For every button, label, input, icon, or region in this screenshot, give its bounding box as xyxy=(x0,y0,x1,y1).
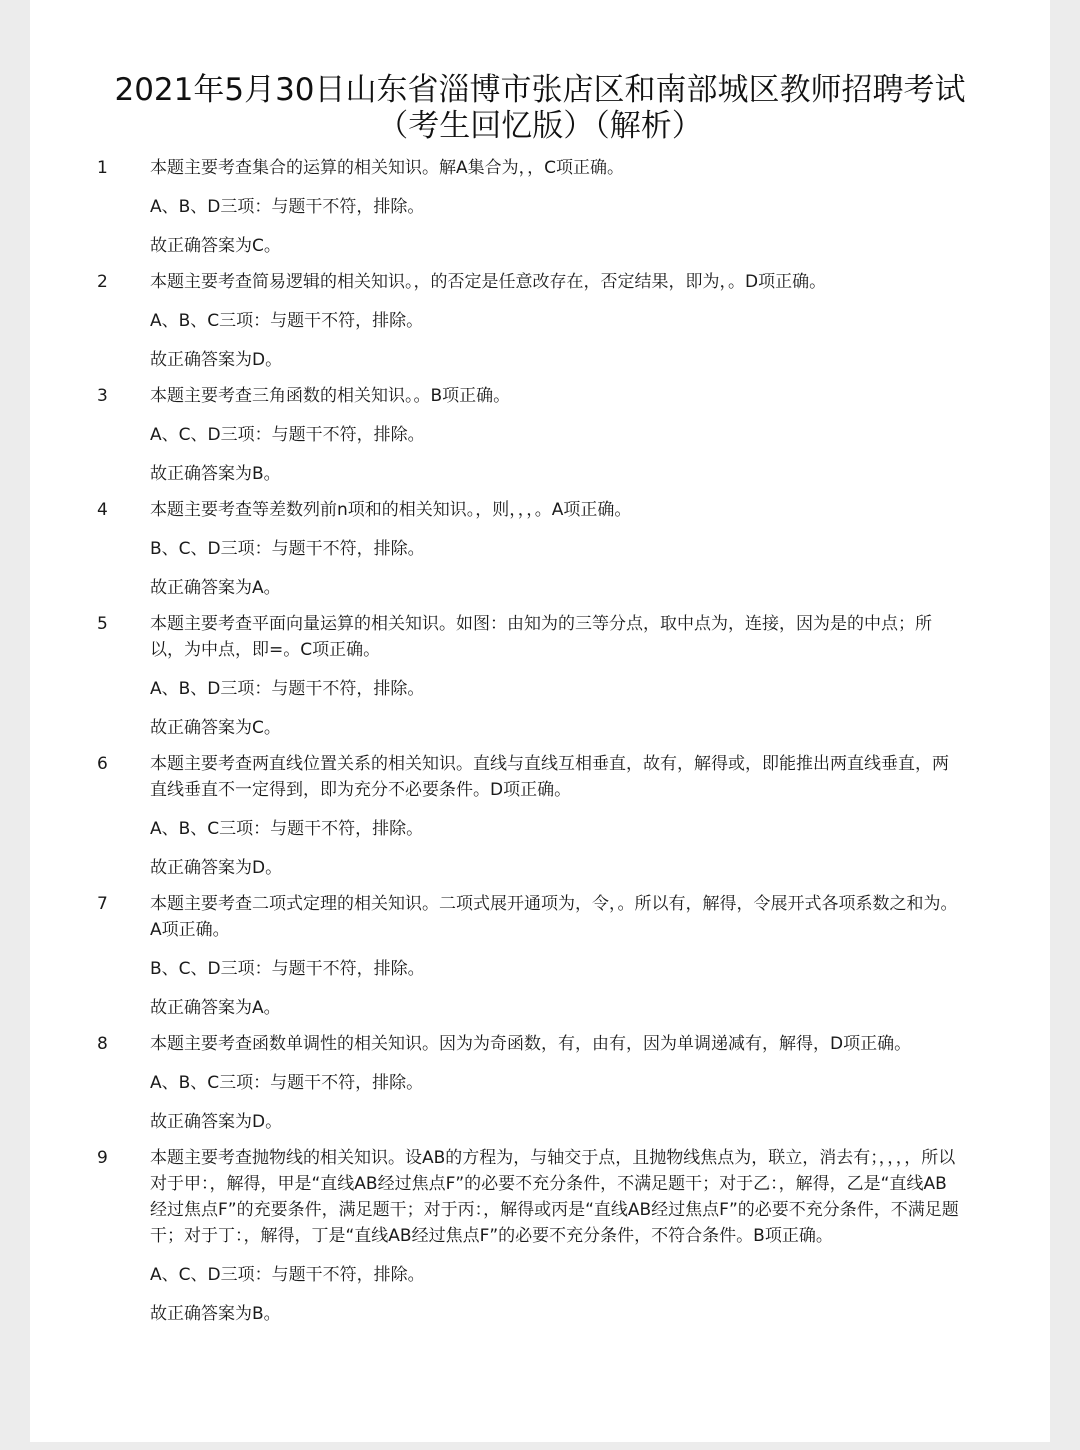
answer-text: 故正确答案为D。 xyxy=(150,1112,283,1132)
question-item-1 xyxy=(30,155,1050,259)
analysis-text: 本题主要考查等差数列前n项和的相关知识。，则，，，。A项正确。 xyxy=(150,500,632,520)
answer-text: 故正确答案为C。 xyxy=(150,236,281,256)
question-number: 8 xyxy=(97,1034,108,1054)
exclusion-text: A、C、D三项：与题干不符，排除。 xyxy=(150,1265,425,1285)
answer-text: 故正确答案为D。 xyxy=(150,350,283,370)
question-item-7 xyxy=(30,891,1050,1021)
exclusion-text: B、C、D三项：与题干不符，排除。 xyxy=(150,959,425,979)
question-item-9 xyxy=(30,1145,1050,1327)
question-item-6 xyxy=(30,751,1050,881)
question-item-5 xyxy=(30,611,1050,741)
analysis-text: 本题主要考查抛物线的相关知识。设AB的方程为，与轴交于点，且抛物线焦点为，联立，消去有；，，，，所以对于甲：，解得，甲是“直线AB经过焦点F”的必要不充分条件，不满足题干；对于乙：，解得，乙是“直线AB经过焦点F”的充要条件，满足题干；对于丙：，解得或丙是“直线AB经过焦点F”的必要不充分条件，不满足题干；对于丁：，解得，丁是“直线AB经过焦点F”的必要不充分条件，不符合条件。B项正确。 xyxy=(150,1148,959,1246)
question-item-4 xyxy=(30,497,1050,601)
answer-text: 故正确答案为D。 xyxy=(150,858,283,878)
answer-text: 故正确答案为C。 xyxy=(150,718,281,738)
analysis-text: 本题主要考查二项式定理的相关知识。二项式展开通项为，令，。所以有，解得，令展开式各项系数之和为。A项正确。 xyxy=(150,894,958,940)
exclusion-text: B、C、D三项：与题干不符，排除。 xyxy=(150,539,425,559)
exclusion-text: A、B、D三项：与题干不符，排除。 xyxy=(150,197,425,217)
analysis-text: 本题主要考查函数单调性的相关知识。因为为奇函数，有，由有，因为单调递减有，解得，D项正确。 xyxy=(150,1034,912,1054)
question-item-2 xyxy=(30,269,1050,373)
question-item-3 xyxy=(30,383,1050,487)
question-number: 1 xyxy=(97,158,108,178)
exclusion-text: A、B、C三项：与题干不符，排除。 xyxy=(150,311,424,331)
exclusion-text: A、B、C三项：与题干不符，排除。 xyxy=(150,1073,424,1093)
question-number: 2 xyxy=(97,272,108,292)
analysis-text: 本题主要考查三角函数的相关知识。。B项正确。 xyxy=(150,386,511,406)
question-item-8 xyxy=(30,1031,1050,1135)
analysis-text: 本题主要考查两直线位置关系的相关知识。直线与直线互相垂直，故有，解得或，即能推出两直线垂直，两直线垂直不一定得到，即为充分不必要条件。D项正确。 xyxy=(150,754,949,800)
question-number: 4 xyxy=(97,500,108,520)
exclusion-text: A、B、C三项：与题干不符，排除。 xyxy=(150,819,424,839)
question-number: 5 xyxy=(97,614,108,634)
answer-text: 故正确答案为A。 xyxy=(150,578,281,598)
title-line-2: （考生回忆版）（解析） xyxy=(377,108,703,144)
document-page xyxy=(30,0,1050,1442)
analysis-text: 本题主要考查平面向量运算的相关知识。如图：由知为的三等分点，取中点为，连接，因为是的中点；所以，为中点，即=。C项正确。 xyxy=(150,614,932,660)
exclusion-text: A、C、D三项：与题干不符，排除。 xyxy=(150,425,425,445)
analysis-text: 本题主要考查集合的运算的相关知识。解A集合为，，C项正确。 xyxy=(150,158,624,178)
page-title xyxy=(30,72,1050,144)
question-number: 6 xyxy=(97,754,108,774)
question-number: 9 xyxy=(97,1148,108,1168)
answer-text: 故正确答案为B。 xyxy=(150,464,281,484)
analysis-text: 本题主要考查简易逻辑的相关知识。，的否定是任意改存在，否定结果，即为，。D项正确。 xyxy=(150,272,827,292)
title-line-1: 2021年5月30日山东省淄博市张店区和南部城区教师招聘考试 xyxy=(114,72,966,108)
question-number: 7 xyxy=(97,894,108,914)
exclusion-text: A、B、D三项：与题干不符，排除。 xyxy=(150,679,425,699)
answer-text: 故正确答案为B。 xyxy=(150,1304,281,1324)
answer-text: 故正确答案为A。 xyxy=(150,998,281,1018)
question-number: 3 xyxy=(97,386,108,406)
question-analysis-list xyxy=(30,155,1050,1337)
